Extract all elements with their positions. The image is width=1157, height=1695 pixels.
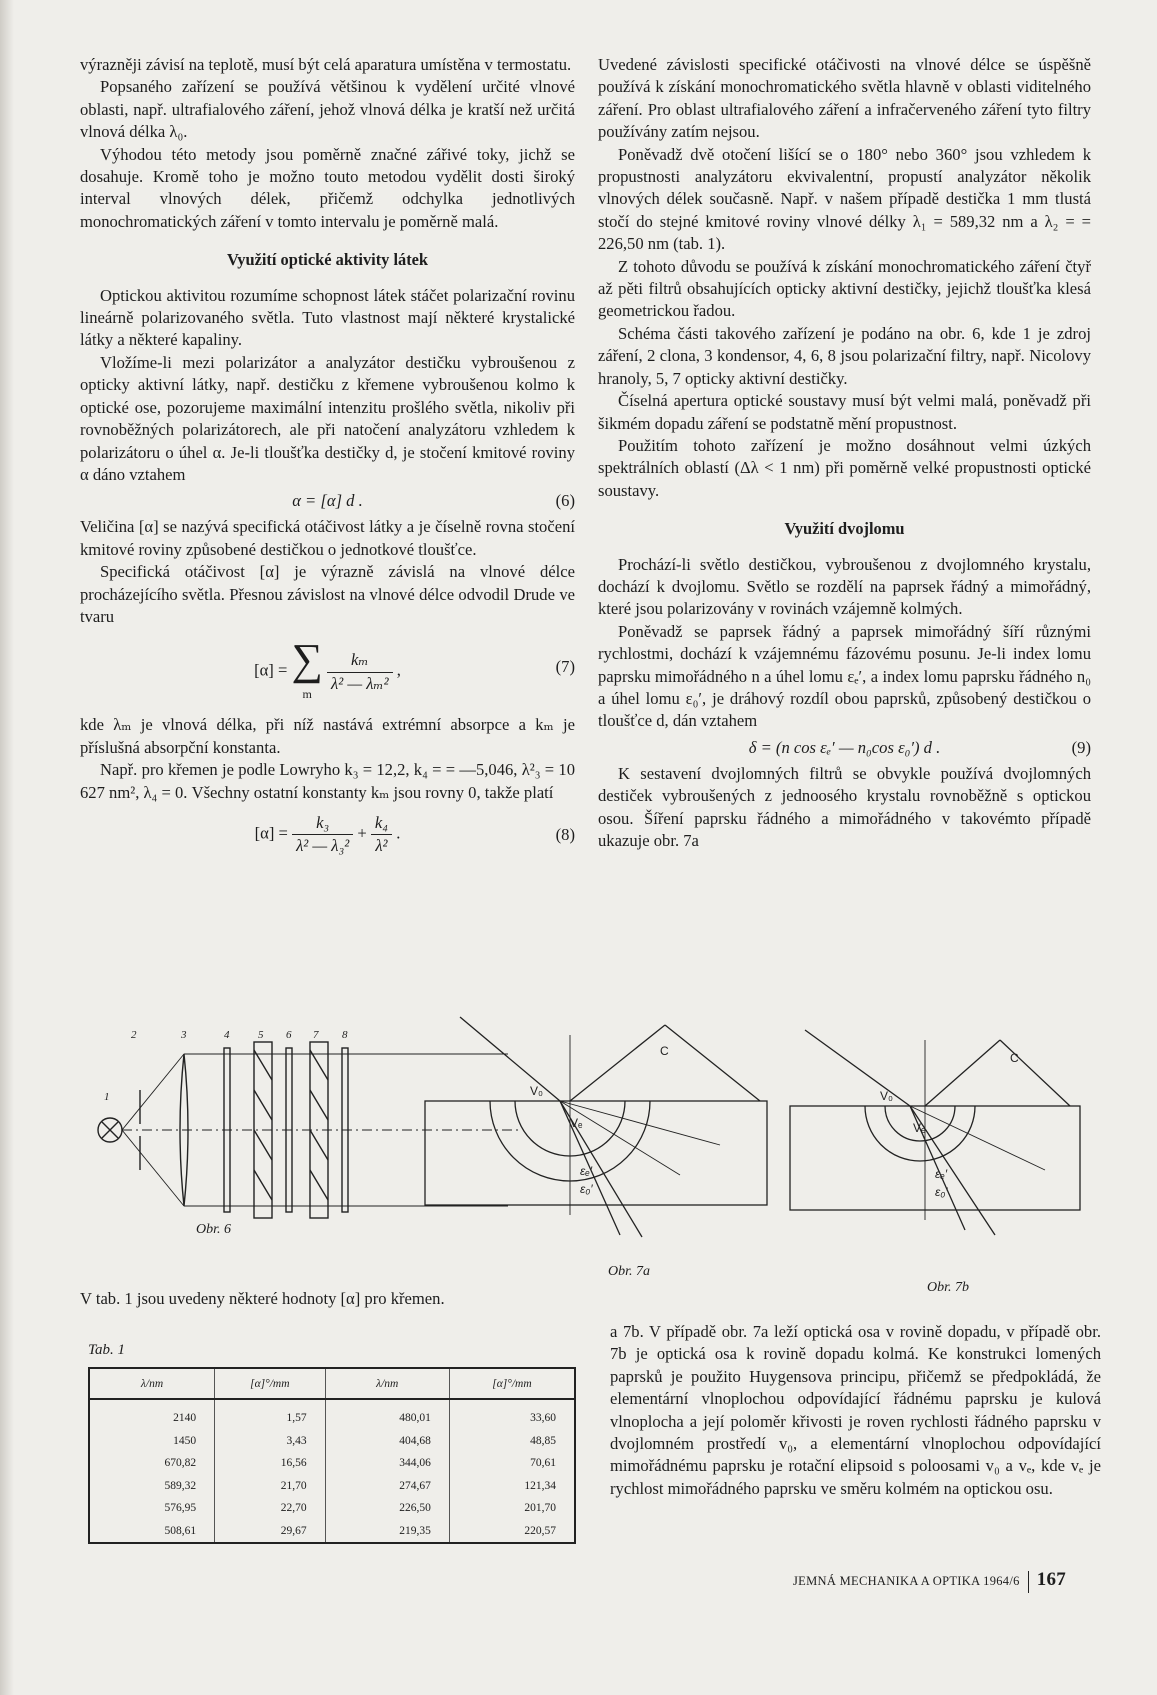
left-column [80, 54, 575, 866]
footer-divider [1028, 1571, 1029, 1593]
right-column-continued [610, 1321, 1101, 1500]
equation-7 [80, 628, 575, 714]
table-row [89, 1475, 575, 1498]
paragraph: Číselná apertura optické soustavy musí být velmi malá, poněvadž při šikmém dopadu záření se podstatně mění propustnost. [598, 391, 1091, 433]
table-cell: 1450 [89, 1430, 215, 1453]
label-c: C [660, 1044, 669, 1058]
paragraph: Schéma části takového zařízení je podáno na obr. 6, kde 1 je zdroj záření, 2 clona, 3 kondensor, 4, 6, 8 jsou polarizační filtry, např. Nicolovy hranoly, 5, 7 opticky aktivní destičky. [598, 323, 1091, 388]
equation-number: (6) [555, 491, 575, 511]
equation-number: (7) [555, 657, 575, 677]
table-cell: 219,35 [325, 1520, 449, 1544]
equation-body: [α] = $\frac{\text{k₃}}{\text{λ² — λ₃²}}$ + $\frac{\text{k₄}}{\text{λ²}}$ . [80, 812, 575, 858]
figure-7b-caption: Obr. 7b [927, 1280, 970, 1295]
label-3: 3 [181, 1030, 187, 1041]
label-eps-o: ε₀′ [935, 1185, 948, 1199]
paragraph: Prochází-li světlo destičkou, vybroušenou z dvojlomného krystalu, dochází k dvojlomu. Světlo se rozdělí na paprsek řádný a mimořádný, které jsou polarizovány v rovinách vzájemně kolmých. [598, 554, 1091, 619]
section-heading: Využití dvojlomu [784, 519, 905, 539]
paragraph: Např. pro křemen je podle Lowryho k₃ = 12,2, k₄ = = —5,046, λ²₃ = 10 627 nm², λ₄ = 0. Všechny ostatní konstanty kₘ jsou rovny 0, takže platí [80, 760, 575, 802]
incident-ray [460, 1017, 560, 1101]
table-cell: 576,95 [89, 1497, 215, 1520]
table-header-row [89, 1368, 575, 1399]
paragraph: kde λₘ je vlnová délka, při níž nastává extrémní absorpce a kₘ je příslušná absorpční konstanta. [80, 715, 575, 757]
figure-7a-birefringence [420, 1015, 790, 1255]
paragraph: Poněvadž dvě otočení lišící se o 180° nebo 360° jsou vzhledem k propustnosti analyzátoru ekvivalentní, propustí analyzátor několik vlnových délek současně. Např. v našem případě destička 1 mm tlustá stočí do stejné kmitové roviny vlnové délky λ₁ = 589,32 nm a λ₂ = = 226,50 nm (tab. 1). [598, 144, 1091, 254]
equation-text: α = [α] d . [292, 491, 363, 511]
column-header: λ/nm [325, 1368, 449, 1399]
paragraph: Výhodou této metody jsou poměrně značné zářivé toky, jichž se dosahuje. Kromě toho je možno touto metodou vydělit dosti široký interval vlnových délek, přičemž odchylka jednotlivých monochromatických záření v tomto intervalu je poměrně malá. [80, 144, 575, 231]
table-1 [88, 1367, 576, 1544]
table-row [89, 1452, 575, 1475]
equation-9 [598, 733, 1091, 763]
equation-6 [80, 486, 575, 516]
paragraph: Z tohoto důvodu se používá k získání monochromatického záření čtyř až pěti filtrů obsahujících opticky aktivní destičky, jejichž tloušťka klesá geometrickou řadou. [598, 256, 1091, 321]
label-8: 8 [342, 1030, 348, 1041]
table-cell: 22,70 [215, 1497, 326, 1520]
table-cell: 33,60 [530, 1412, 556, 1425]
table-cell: 16,56 [215, 1452, 326, 1475]
column-header: [α]°/mm [449, 1368, 575, 1399]
paragraph: K sestavení dvojlomných filtrů se obvykle používá dvojlomných destiček vybroušených z jednoosého krystalu rovnoběžně s optickou osou. Šíření paprsku řádného a mimořádného v takovémto případě ukazuje obr. 7a [598, 763, 1091, 850]
label-1: 1 [104, 1091, 110, 1103]
equation-text: δ = (n cos εₑ′ — n₀cos ε₀′) d . [748, 737, 941, 757]
paragraph: Popsaného zařízení se používá většinou k vydělení určité vlnové oblasti, např. ultrafialového záření, jehož vlnová délka je kratší než určitá vlnová délka λ₀. [80, 77, 575, 142]
table-cell: 70,61 [530, 1457, 556, 1470]
page-edge [0, 0, 14, 1695]
table-row [89, 1430, 575, 1453]
table-cell: 201,70 [524, 1502, 556, 1515]
table-cell: 220,57 [524, 1524, 556, 1537]
figure-7a-caption: Obr. 7a [608, 1264, 651, 1279]
label-7: 7 [313, 1030, 319, 1041]
figure-6-caption: Obr. 6 [196, 1222, 232, 1237]
table-cell: 226,50 [325, 1497, 449, 1520]
label-vo: V₀ [880, 1089, 893, 1103]
table-cell: 121,34 [524, 1479, 556, 1492]
label-eps-o: ε₀′ [580, 1182, 593, 1196]
fraction: $\frac{\text{k₄}}{\text{λ²}}$ [371, 812, 392, 858]
table-cell: 508,61 [89, 1520, 215, 1544]
paragraph: výrazněji závisí na teplotě, musí být celá aparatura umístěna v termostatu. [80, 55, 572, 74]
table-cell: 480,01 [325, 1399, 449, 1430]
paragraph: Vložíme-li mezi polarizátor a analyzátor destičku vybroušenou z opticky aktivní látky, např. destičku z křemene vybroušenou kolmo k optické ose, pozorujeme maximální intenzitu prošlého světla, nikoliv při rovnoběžných polarizátorech, ale při natočení analyzátoru vzhledem k polarizátoru o úhel α. Je-li tloušťka destičky d, je stočení kmitové roviny α dáno vztahem [80, 352, 575, 484]
page-footer [793, 1569, 1066, 1593]
table-cell: 274,67 [325, 1475, 449, 1498]
table-cell: 3,43 [215, 1430, 326, 1453]
table-intro: V tab. 1 jsou uvedeny některé hodnoty [α] pro křemen. [80, 1289, 445, 1308]
sum-index: m [302, 687, 312, 702]
fraction: $\frac{\text{k₃}}{\text{λ² — λ₃²}}$ [292, 812, 353, 858]
paragraph: Veličina [α] se nazývá specifická otáčivost látky a je číselně rovna stočení kmitové roviny způsobené destičkou o jednotkové tloušťce. [80, 517, 575, 559]
section-heading: Využití optické aktivity látek [226, 250, 429, 270]
equation-number: (9) [1071, 737, 1091, 757]
table-cell: 2140 [89, 1399, 215, 1430]
table-cell: 21,70 [215, 1475, 326, 1498]
page-number: 167 [1036, 1569, 1067, 1590]
right-column [598, 54, 1091, 852]
label-5: 5 [258, 1030, 264, 1041]
column-header: [α]°/mm [215, 1368, 326, 1399]
table-row [89, 1497, 575, 1520]
figure-7b-birefringence [785, 1020, 1115, 1260]
paragraph: Optickou aktivitou rozumíme schopnost látek stáčet polarizační rovinu lineárně polarizovaného světla. Tuto vlastnost mají některé krystalické látky a některé kapaliny. [80, 285, 575, 350]
fraction: $\frac{\text{kₘ}}{\text{λ² — λₘ²}}$ [327, 649, 393, 695]
table-cell: 589,32 [89, 1475, 215, 1498]
equation-body: [α] = ∑ m $\frac{\text{kₘ}}{\text{λ² — λₘ²}}$ , [254, 635, 401, 702]
table-cell: 48,85 [530, 1434, 556, 1447]
label-6: 6 [286, 1030, 292, 1041]
label-eps-e: εₑ′ [580, 1164, 593, 1178]
paragraph: Poněvadž se paprsek řádný a paprsek mimořádný šíří různými rychlostmi, dochází k vzájemnému fázovému posunu. Je-li index lomu paprsku mimořádného n a úhel lomu εₑ′, a index lomu paprsku řádného n₀ a úhel lomu ε₀′, je dráhový rozdíl obou paprsků, způsobený destičkou o tloušťce d, dán vztahem [598, 621, 1091, 731]
table-cell: 404,68 [325, 1430, 449, 1453]
label-eps-e: εₑ′ [935, 1167, 948, 1181]
label-vo: V₀ [530, 1084, 543, 1098]
journal-name: JEMNÁ MECHANIKA A OPTIKA 1964/6 [793, 1574, 1020, 1588]
table-row [89, 1399, 575, 1430]
paragraph: a 7b. V případě obr. 7a leží optická osa v rovině dopadu, v případě obr. 7b je optická osa k rovině dopadu kolmá. Ke konstrukci lomených paprsků je použito Huygensova principu, přičemž se předpokládá, že elementární vlnoplochou odpovídající řádnému paprsku je kulová vlnoplocha a její poloměr křivosti je roven rychlosti řádného paprsku v dvojlomném prostředí v₀, a elementární vlnoplochou odpovídající mimořádnému paprsku je rotační elipsoid s poloosami v₀ a vₑ, kde vₑ je rychlost mimořádného paprsku ve směru kolmém na optickou osu. [610, 1322, 1101, 1498]
table-cell: 29,67 [215, 1520, 326, 1544]
label-ve: Vₑ [570, 1116, 583, 1130]
label-4: 4 [224, 1030, 230, 1041]
table-caption: Tab. 1 [88, 1342, 125, 1358]
label-ve: Vₑ [913, 1121, 926, 1135]
paragraph: Specifická otáčivost [α] je výrazně závislá na vlnové délce procházejícího světla. Přesnou závislost na vlnové délce odvodil Drude ve tvaru [80, 562, 575, 626]
table-cell: 1,57 [215, 1399, 326, 1430]
column-header: λ/nm [89, 1368, 215, 1399]
sum-symbol: ∑ [291, 635, 323, 685]
table-row [89, 1520, 575, 1544]
paragraph: Uvedené závislosti specifické otáčivosti na vlnové délce se úspěšně používá k získání monochromatického světla hlavně v oblasti viditelného záření. Pro oblast ultrafialového záření a infračerveného záření tyto filtry používány zatím nejsou. [598, 55, 1091, 142]
table-cell: 344,06 [325, 1452, 449, 1475]
incident-ray [805, 1030, 910, 1106]
equation-number: (8) [555, 824, 575, 844]
label-2: 2 [131, 1030, 137, 1041]
paragraph: Použitím tohoto zařízení je možno dosáhnout velmi úzkých spektrálních oblastí (Δλ < 1 nm) při poměrně velké propustnosti optické soustavy. [598, 435, 1091, 500]
equation-8 [80, 804, 575, 866]
table-cell: 670,82 [89, 1452, 215, 1475]
label-c: C [1010, 1051, 1019, 1065]
